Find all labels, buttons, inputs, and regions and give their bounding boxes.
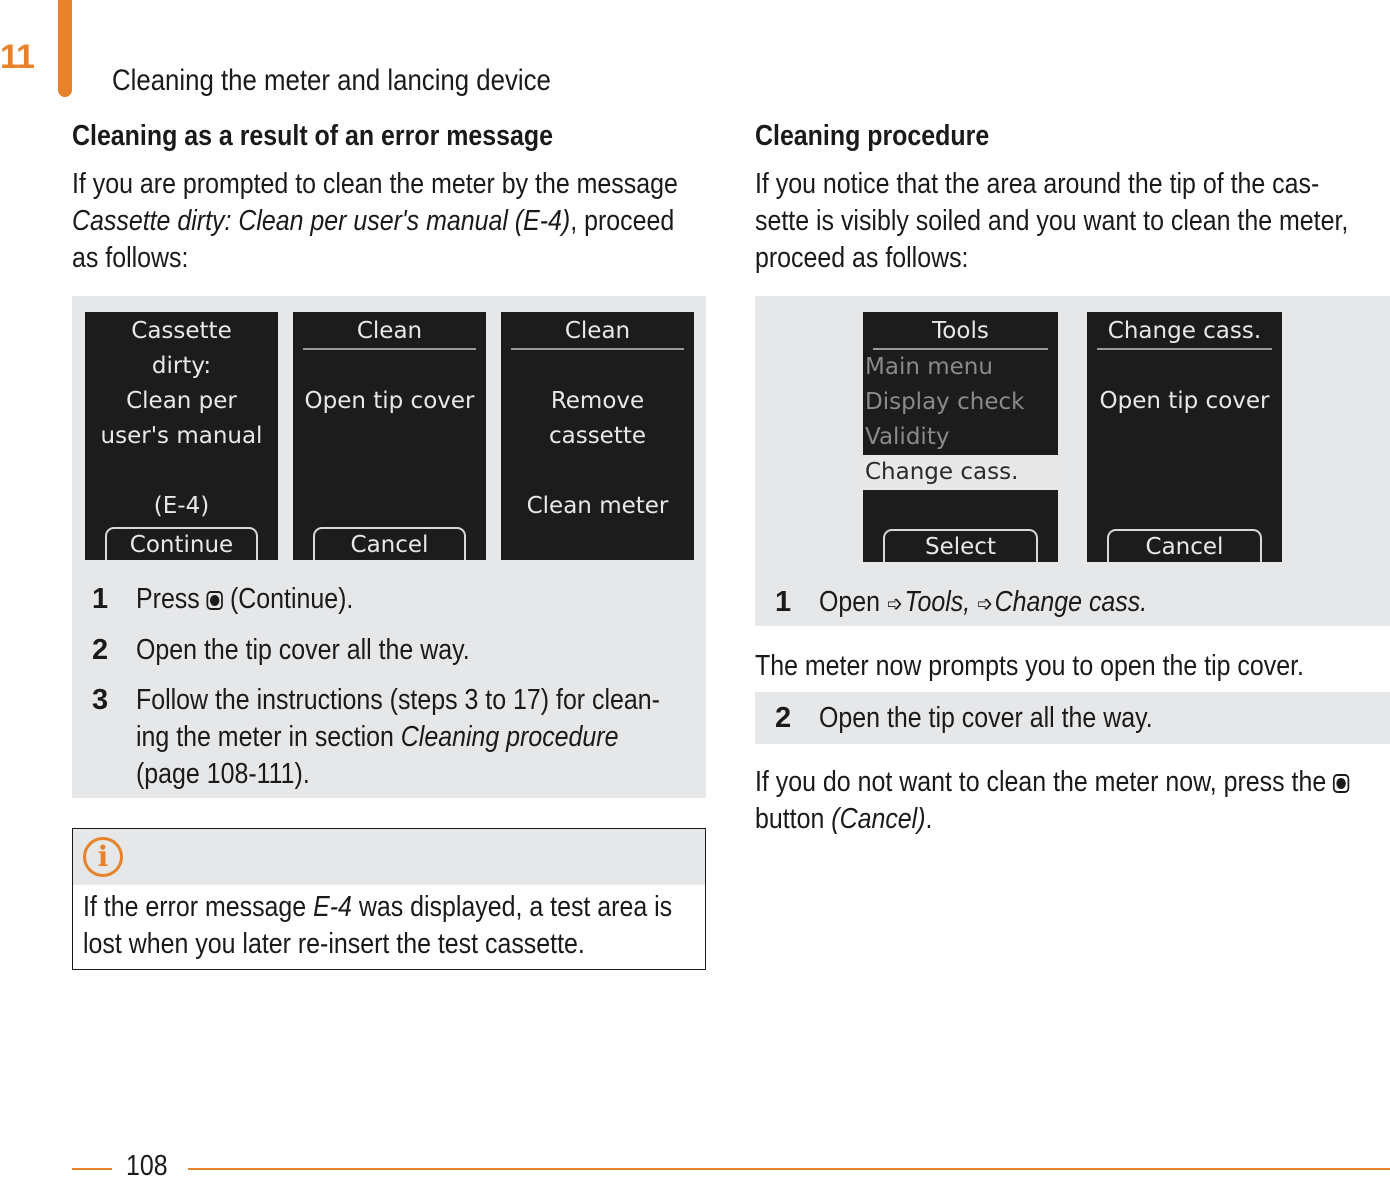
meter-screen-change-cass [1087, 312, 1282, 562]
menu-arrow-icon: ➩ [886, 591, 903, 616]
screen-line: cassette [548, 423, 647, 449]
screen-header: Clean [564, 318, 631, 344]
menu-item-change-cass: Change cass. [863, 455, 1058, 490]
menu-item-display-check: Display check [865, 389, 1025, 415]
info-note [72, 828, 706, 970]
left-step-1: 1 Press (Continue). [92, 583, 354, 615]
chapter-number: 11 [0, 38, 34, 76]
cancel-softkey: Cancel [313, 527, 466, 560]
screen-line: Clean per [126, 388, 237, 414]
meter-screen-tools-menu [863, 312, 1058, 562]
screen-divider [303, 348, 476, 350]
menu-arrow-icon: ➩ [977, 591, 993, 616]
right-prompt-text: The meter now prompts you to open the tip cover. [755, 650, 1304, 682]
cancel-softkey: Cancel [1107, 529, 1262, 562]
screen-line: dirty: [151, 353, 212, 379]
footer-rule-right [188, 1168, 1390, 1170]
meter-screen-clean-open-tip [293, 312, 486, 560]
info-note-header [73, 829, 705, 885]
screen-line: user's manual [100, 423, 263, 449]
page-number: 108 [126, 1150, 168, 1182]
screen-divider [1097, 348, 1272, 350]
right-step-2: 2 Open the tip cover all the way. [775, 702, 1153, 734]
meter-screen-clean-remove-cassette [501, 312, 694, 560]
right-outro: If you do not want to clean the meter now, press the button (Cancel). [755, 764, 1390, 838]
right-intro: If you notice that the area around the tip of the cas- sette is visibly soiled and you want to clean the meter, proceed as follows: [755, 168, 1349, 274]
menu-item-validity: Validity [865, 424, 950, 450]
screen-line: Remove [550, 388, 645, 414]
chapter-title: Cleaning the meter and lancing device [112, 64, 551, 97]
info-note-text: If the error message E-4 was displayed, a test area is lost when you later re-insert the test cassette. [83, 891, 673, 960]
select-softkey: Select [883, 529, 1038, 562]
continue-softkey: Continue [105, 527, 258, 560]
right-step-1: 1 Open ➩Tools, ➩Change cass. [775, 584, 1375, 621]
screen-header: Tools [932, 318, 989, 344]
screen-line: (E-4) [153, 493, 210, 519]
footer-rule-left [72, 1168, 112, 1170]
right-heading: Cleaning procedure [755, 120, 990, 152]
screen-line: Open tip cover [304, 388, 475, 414]
info-icon: i [83, 837, 123, 877]
left-heading: Cleaning as a result of an error message [72, 120, 553, 152]
menu-item-main-menu: Main menu [865, 354, 993, 380]
round-button-icon [207, 591, 223, 610]
screen-header: Change cass. [1107, 318, 1262, 344]
screen-line: Cassette [131, 318, 232, 344]
screen-divider [511, 348, 684, 350]
screen-line: Open tip cover [1099, 388, 1270, 414]
chapter-bar [58, 0, 72, 97]
round-button-icon [1333, 774, 1349, 793]
left-step-2: 2 Open the tip cover all the way. [92, 634, 470, 666]
screen-header: Clean [356, 318, 423, 344]
meter-screen-cassette-dirty [85, 312, 278, 560]
left-step-3: 3 Follow the instructions (steps 3 to 17) for clean- ing the meter in section Cleaning procedure (page 108-111). [92, 684, 660, 790]
left-intro: If you are prompted to clean the meter by the message Cassette dirty: Clean per user's manual (E-4), proceed as follows: [72, 168, 678, 274]
screen-line: Clean meter [526, 493, 669, 519]
right-procedure-panel [755, 296, 1390, 626]
